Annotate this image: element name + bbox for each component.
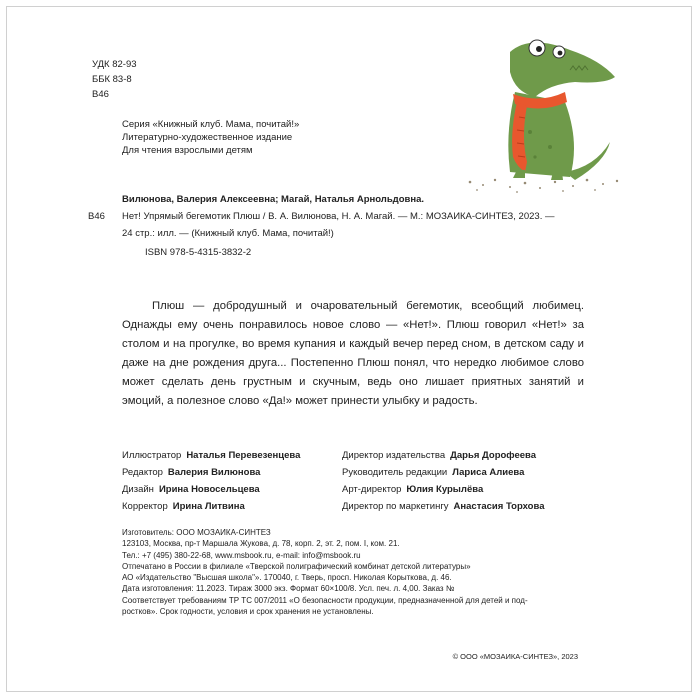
credit-name: Анастасия Торхова bbox=[453, 501, 545, 512]
bbk-code: ББК 83-8 bbox=[92, 74, 132, 85]
credit-role: Корректор bbox=[122, 501, 168, 512]
bibliographic-record bbox=[88, 193, 608, 259]
credit-row bbox=[122, 447, 300, 464]
credit-role: Директор по маркетингу bbox=[342, 501, 449, 512]
reader-note: Для чтения взрослыми детям bbox=[122, 145, 253, 156]
credit-row bbox=[122, 498, 300, 515]
publisher-line: ростков». Срок годности, условия и срок хранения не установлены. bbox=[122, 607, 374, 617]
credits-right bbox=[342, 447, 545, 515]
credit-role: Арт-директор bbox=[342, 484, 402, 495]
credit-row bbox=[122, 464, 300, 481]
isbn: ISBN 978-5-4315-3832-2 bbox=[145, 247, 252, 258]
credit-name: Наталья Перевезенцева bbox=[186, 450, 301, 461]
credit-row bbox=[342, 464, 545, 481]
publisher-line: Тел.: +7 (495) 380-22-68, www.msbook.ru, e-mail: info@msbook.ru bbox=[122, 550, 361, 560]
title-line: Нет! Упрямый бегемотик Плюш / В. А. Вилюнова, Н. А. Магай. — М.: МОЗАИКА-СИНТЕЗ, 2023. — bbox=[122, 211, 555, 222]
annotation-paragraph: Плюш — добродушный и очаровательный бегемотик, всеобщий любимец. Однажды ему очень понравилось новое слово — «Нет!». Плюш говорил «Нет!» за столом и на прогулке, во время купания и каждый вечер перед сном, в детском саду и даже на дне рождения друга... Постепенно Плюш понял, что нередко любимое слово может сделать день грустным и скучным, ведь оно лишает приятных занятий и эмоций, а полезное слово «Да!» может принести улыбку и радость. bbox=[122, 300, 584, 407]
pages-line: 24 стр.: илл. — (Книжный клуб. Мама, почитай!) bbox=[122, 228, 334, 239]
udk-code: УДК 82-93 bbox=[92, 59, 137, 70]
credit-role: Директор издательства bbox=[342, 450, 446, 461]
classification-codes bbox=[92, 58, 137, 103]
publisher-info bbox=[122, 527, 528, 617]
credit-name: Валерия Вилюнова bbox=[167, 467, 261, 478]
copyright: © ООО «МОЗАИКА-СИНТЕЗ», 2023 bbox=[452, 652, 578, 661]
credit-row bbox=[342, 498, 545, 515]
credit-name: Ирина Новосельцева bbox=[158, 484, 260, 495]
credit-name: Лариса Алиева bbox=[452, 467, 525, 478]
publisher-line: Соответствует требованиям ТР ТС 007/2011 «О безопасности продукции, предназначенной для детей и под- bbox=[122, 595, 528, 605]
publisher-line: Отпечатано в России в филиале «Тверской полиграфический комбинат детской литературы» bbox=[122, 561, 471, 571]
credit-name: Юлия Курылёва bbox=[406, 484, 484, 495]
credit-row bbox=[122, 481, 300, 498]
edition-type: Литературно-художественное издание bbox=[122, 132, 293, 143]
credit-name: Ирина Литвина bbox=[172, 501, 245, 512]
credits-left bbox=[122, 447, 300, 515]
biblio-code: В46 bbox=[88, 211, 105, 222]
publisher-line: Изготовитель: ООО МОЗАИКА-СИНТЕЗ bbox=[122, 528, 271, 537]
credit-role: Руководитель редакции bbox=[342, 467, 448, 478]
credit-role: Редактор bbox=[122, 467, 163, 478]
credit-row bbox=[342, 481, 545, 498]
authors-line: Вилюнова, Валерия Алексеевна; Магай, Наталья Арнольдовна. bbox=[122, 194, 425, 205]
series-name: Серия «Книжный клуб. Мама, почитай!» bbox=[122, 119, 300, 130]
credit-role: Иллюстратор bbox=[122, 450, 182, 461]
publisher-line: 123103, Москва, пр-т Маршала Жукова, д. 78, корп. 2, эт. 2, пом. I, ком. 21. bbox=[122, 539, 400, 549]
series-info bbox=[122, 118, 299, 157]
crocodile-with-scarf-illustration bbox=[455, 22, 630, 197]
credit-name: Дарья Дорофеева bbox=[450, 450, 537, 461]
publisher-line: Дата изготовления: 11.2023. Тираж 3000 экз. Формат 60×100/8. Усл. печ. л. 4,00. Заказ № bbox=[122, 584, 455, 594]
publisher-line: АО «Издательство "Высшая школа"». 170040, г. Тверь, просп. Николая Корыткова, д. 46. bbox=[122, 573, 452, 583]
credit-role: Дизайн bbox=[122, 484, 154, 495]
author-sign: В46 bbox=[92, 89, 109, 100]
credit-row bbox=[342, 447, 545, 464]
